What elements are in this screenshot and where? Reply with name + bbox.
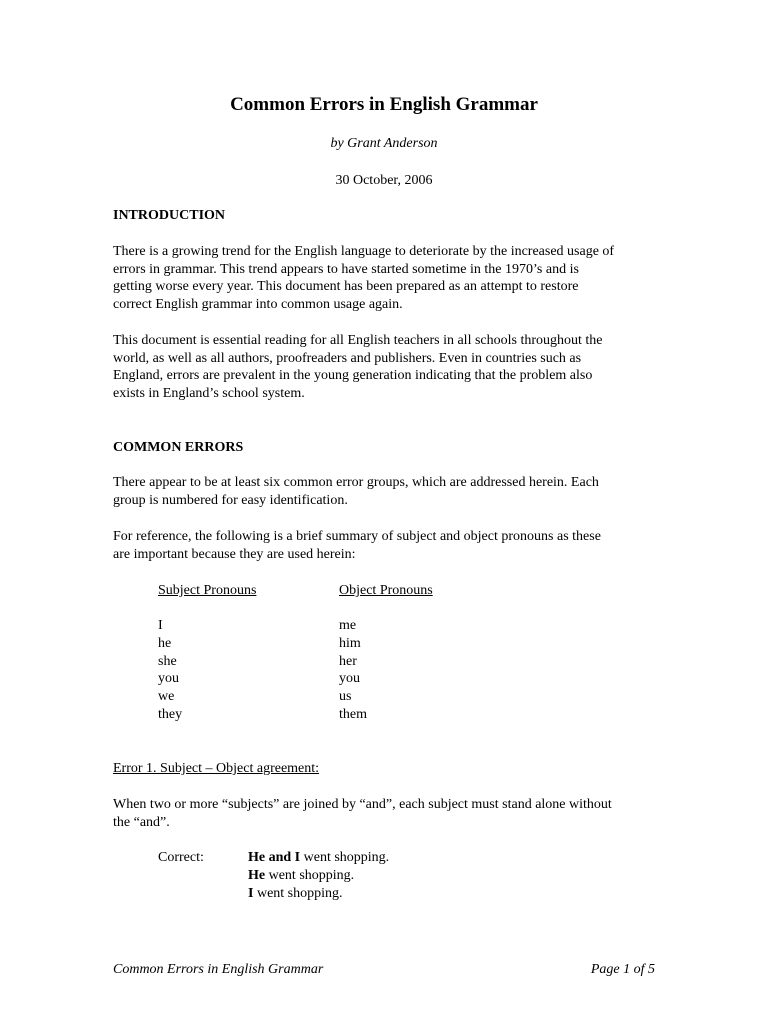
text-line: getting worse every year. This document has been prepared as an attempt to restore [113,279,579,294]
introduction-paragraph-1 [113,243,658,313]
introduction-paragraph-2 [113,332,658,402]
introduction-heading: INTRODUCTION [113,208,226,223]
subject-pronoun-list [158,617,182,724]
error-1-heading: Error 1. Subject – Object agreement: [113,761,320,776]
text-line: For reference, the following is a brief summary of subject and object pronouns as these [113,529,601,544]
common-errors-paragraph-1 [113,474,658,509]
list-item: you [158,671,179,687]
text-line: There is a growing trend for the English language to deteriorate by the increased usage of [113,244,615,259]
text-line: the “and”. [113,814,170,830]
text-line: correct English grammar into common usage again. [113,296,403,312]
list-item: he [158,635,172,651]
example-subject: He and I [248,850,301,865]
text-line: When two or more “subjects” are joined by “and”, each subject must stand alone without [113,797,612,812]
text-line: This document is essential reading for all English teachers in all schools throughout the [113,333,603,348]
correct-label: Correct: [158,850,204,865]
correct-examples [248,849,389,902]
subject-pronouns-header: Subject Pronouns [158,583,257,598]
example-line [248,849,389,867]
list-item: her [339,653,357,669]
list-item: you [339,671,360,687]
document-date: 30 October, 2006 [335,173,433,188]
list-item: me [339,618,357,633]
footer-title: Common Errors in English Grammar [113,962,324,977]
list-item: him [339,635,361,651]
list-item: I [158,618,163,633]
common-errors-paragraph-2 [113,528,658,563]
list-item: they [158,706,183,722]
list-item: she [158,653,177,669]
list-item: them [339,706,367,722]
object-pronoun-list [339,617,367,724]
error-1-paragraph [113,796,658,831]
footer-page-number: Page 1 of 5 [590,962,655,977]
object-pronouns-header: Object Pronouns [339,583,433,598]
text-line: group is numbered for easy identification. [113,492,348,508]
text-line: exists in England’s school system. [113,385,305,401]
example-rest: went shopping. [253,885,343,901]
list-item: we [158,689,175,705]
text-line: There appear to be at least six common error groups, which are addressed herein. Each [113,475,599,490]
example-line [248,867,389,885]
example-subject: I [248,885,254,901]
example-rest: went shopping. [265,867,355,883]
document-byline: by Grant Anderson [330,136,438,151]
text-line: are important because they are used herein: [113,546,356,562]
text-line: errors in grammar. This trend appears to have started sometime in the 1970’s and is [113,261,579,277]
example-line [248,885,389,903]
text-line: world, as well as all authors, proofreaders and publishers. Even in countries such as [113,350,582,366]
text-line: England, errors are prevalent in the young generation indicating that the problem also [113,368,593,383]
example-rest: went shopping. [300,850,390,865]
list-item: us [339,689,352,705]
example-subject: He [248,867,266,883]
document-title: Common Errors in English Grammar [230,94,538,115]
common-errors-heading: COMMON ERRORS [113,440,244,455]
